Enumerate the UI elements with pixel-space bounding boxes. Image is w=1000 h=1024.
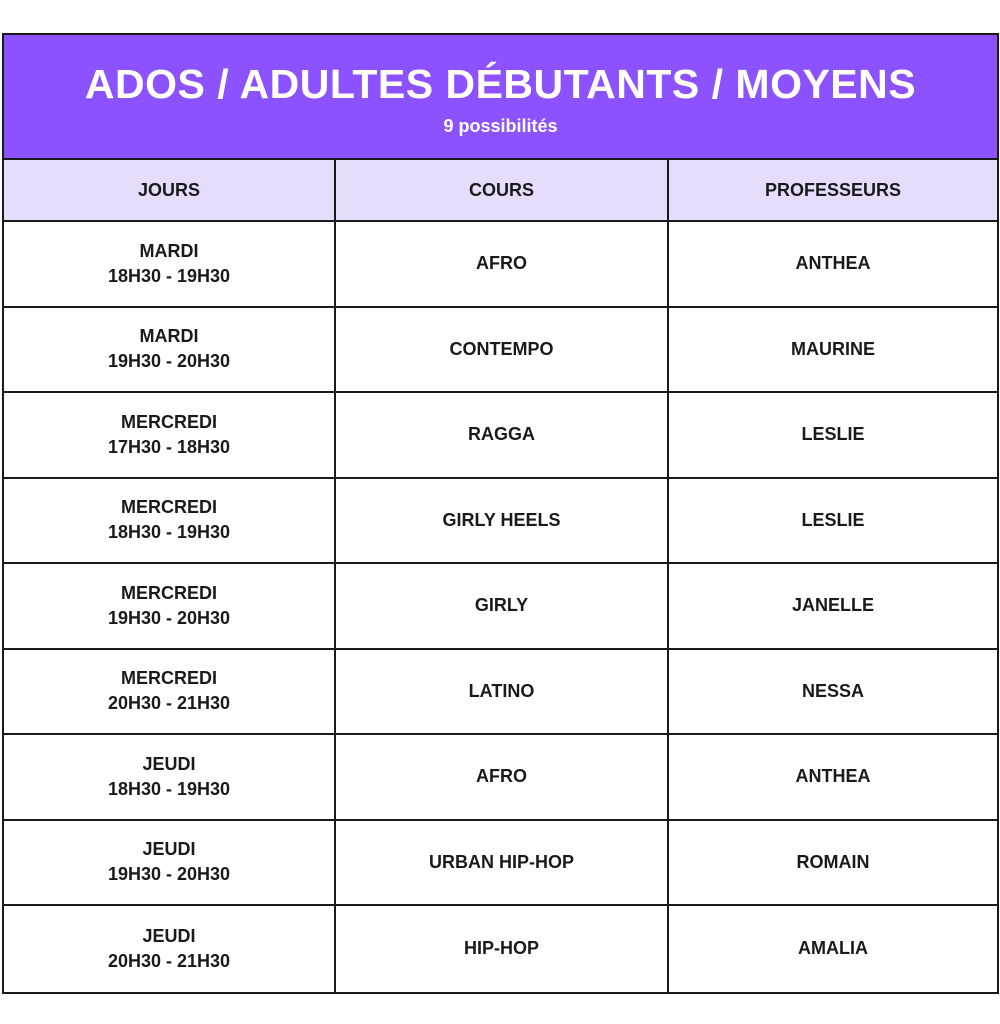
time-range: 18H30 - 19H30 (107, 522, 231, 543)
table-row (4, 222, 997, 308)
teacher-cell: MAURINE (791, 338, 875, 359)
column-header-professeurs: PROFESSEURS (764, 179, 902, 200)
page-subtitle: 9 possibilités (443, 116, 558, 136)
day-name: MERCREDI (120, 497, 217, 518)
teacher-cell: ROMAIN (796, 851, 870, 872)
course-cell: URBAN HIP-HOP (336, 821, 669, 905)
page-title: ADOS / ADULTES DÉBUTANTS / MOYENS (84, 61, 917, 107)
day-name: MARDI (139, 326, 199, 347)
time-range: 20H30 - 21H30 (107, 693, 231, 714)
day-name: MERCREDI (120, 668, 217, 689)
column-header-jours: JOURS (4, 160, 336, 220)
day-name: MERCREDI (120, 582, 217, 603)
schedule-table (2, 33, 999, 994)
time-range: 20H30 - 21H30 (107, 950, 231, 971)
time-range: 17H30 - 18H30 (107, 436, 231, 457)
table-row (4, 479, 997, 565)
teacher-cell: JANELLE (791, 595, 874, 616)
time-range: 19H30 - 20H30 (107, 351, 231, 372)
column-header-row (4, 160, 997, 222)
table-row (4, 821, 997, 907)
day-cell (4, 650, 336, 734)
table-row (4, 650, 997, 736)
teacher-cell: AMALIA (798, 938, 868, 959)
time-range: 19H30 - 20H30 (107, 864, 231, 885)
course-cell: RAGGA (336, 393, 669, 477)
day-cell (4, 821, 336, 905)
course-cell: CONTEMPO (336, 308, 669, 392)
table-header-band (4, 35, 997, 160)
time-range: 18H30 - 19H30 (107, 265, 231, 286)
day-name: MARDI (139, 240, 199, 261)
teacher-cell: ANTHEA (795, 766, 871, 787)
course-cell: GIRLY HEELS (336, 479, 669, 563)
day-cell (4, 735, 336, 819)
day-name: JEUDI (142, 925, 196, 946)
table-row (4, 393, 997, 479)
table-row (4, 308, 997, 394)
time-range: 18H30 - 19H30 (107, 778, 231, 799)
course-cell: AFRO (336, 735, 669, 819)
course-cell: HIP-HOP (336, 906, 669, 992)
time-range: 19H30 - 20H30 (107, 607, 231, 628)
teacher-cell: NESSA (801, 680, 864, 701)
day-name: MERCREDI (120, 411, 217, 432)
column-header-cours: COURS (336, 160, 669, 220)
day-cell (4, 393, 336, 477)
day-cell (4, 564, 336, 648)
day-cell (4, 222, 336, 306)
course-cell: GIRLY (336, 564, 669, 648)
day-name: JEUDI (142, 753, 196, 774)
day-name: JEUDI (142, 839, 196, 860)
day-cell (4, 308, 336, 392)
course-cell: AFRO (336, 222, 669, 306)
day-cell (4, 906, 336, 992)
table-row (4, 735, 997, 821)
course-cell: LATINO (336, 650, 669, 734)
table-row (4, 906, 997, 992)
teacher-cell: LESLIE (801, 509, 865, 530)
teacher-cell: LESLIE (801, 424, 865, 445)
table-row (4, 564, 997, 650)
day-cell (4, 479, 336, 563)
teacher-cell: ANTHEA (795, 253, 871, 274)
